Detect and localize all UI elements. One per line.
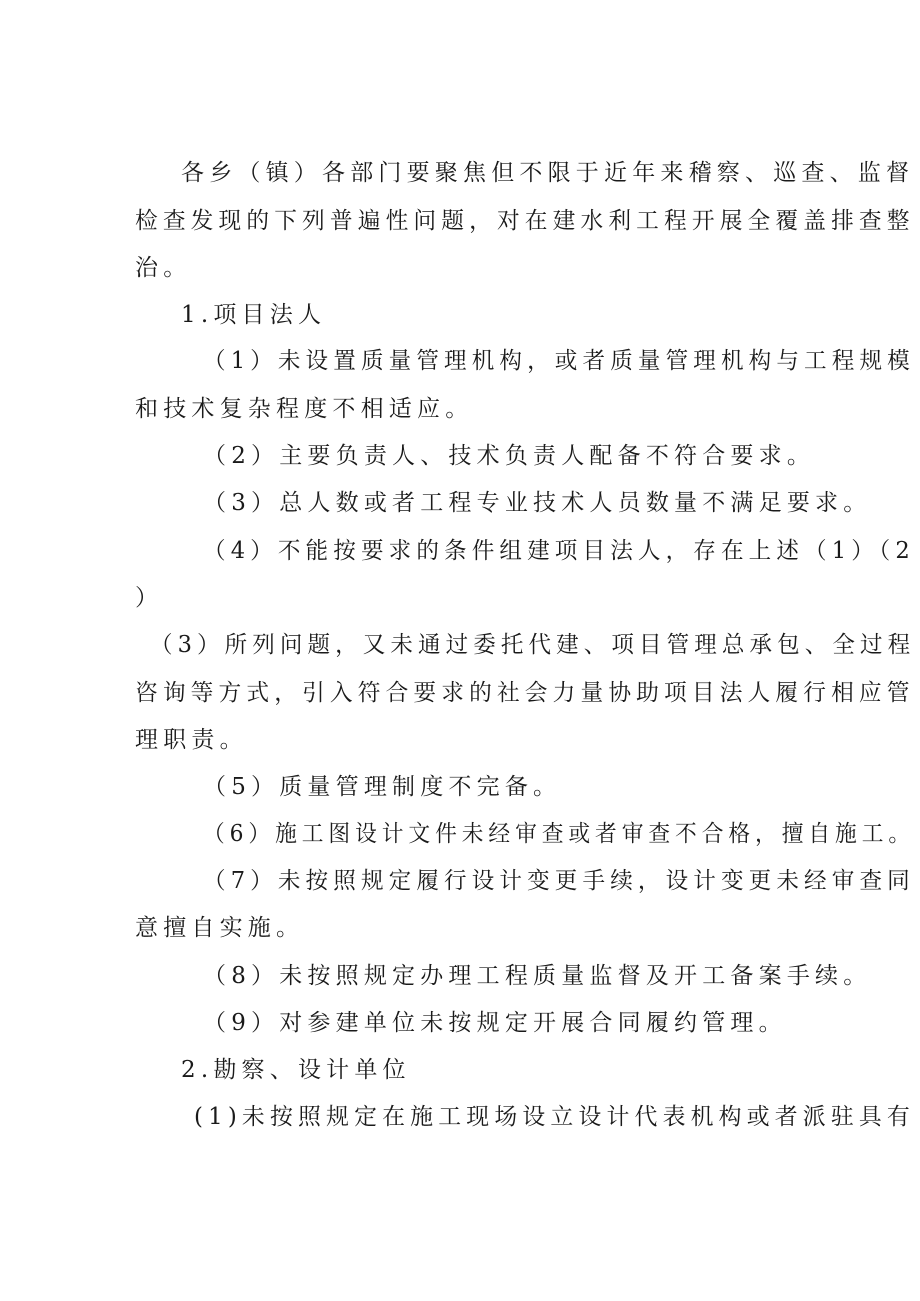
text-line: （3）所列问题，又未通过委托代建、项目管理总承包、全过程 xyxy=(150,632,916,658)
text-line: ） xyxy=(135,585,164,611)
text-line: （4）不能按要求的条件组建项目法人，存在上述（1）（2 xyxy=(203,538,915,564)
text-line: 咨询等方式，引入符合要求的社会力量协助项目法人履行相应管 xyxy=(135,680,915,706)
text-line: 理职责。 xyxy=(135,727,248,753)
text-line: （2）主要负责人、技术负责人配备不符合要求。 xyxy=(203,443,816,469)
text-line: 和技术复杂程度不相适应。 xyxy=(135,396,474,422)
text-line: （7）未按照规定履行设计变更手续，设计变更未经审查同 xyxy=(203,868,915,894)
text-line: 意擅自实施。 xyxy=(135,915,305,941)
section-heading: 1.项目法人 xyxy=(181,302,327,328)
text-line: (1)未按照规定在施工现场设立设计代表机构或者派驻具有 xyxy=(194,1104,915,1130)
text-line: 治。 xyxy=(135,255,192,281)
text-line: （1）未设置质量管理机构，或者质量管理机构与工程规模 xyxy=(203,348,915,374)
text-line: （6）施工图设计文件未经审查或者审查不合格，擅自施工。 xyxy=(203,821,916,847)
text-line: 检查发现的下列普遍性问题，对在建水利工程开展全覆盖排查整 xyxy=(135,208,915,234)
text-line: （9）对参建单位未按规定开展合同履约管理。 xyxy=(203,1010,787,1036)
text-line: 各乡（镇）各部门要聚焦但不限于近年来稽察、巡查、监督 xyxy=(181,160,915,186)
text-line: （3）总人数或者工程专业技术人员数量不满足要求。 xyxy=(203,490,872,516)
section-heading: 2.勘察、设计单位 xyxy=(181,1057,411,1083)
text-line: （5）质量管理制度不完备。 xyxy=(203,774,562,800)
text-line: （8）未按照规定办理工程质量监督及开工备案手续。 xyxy=(203,963,872,989)
